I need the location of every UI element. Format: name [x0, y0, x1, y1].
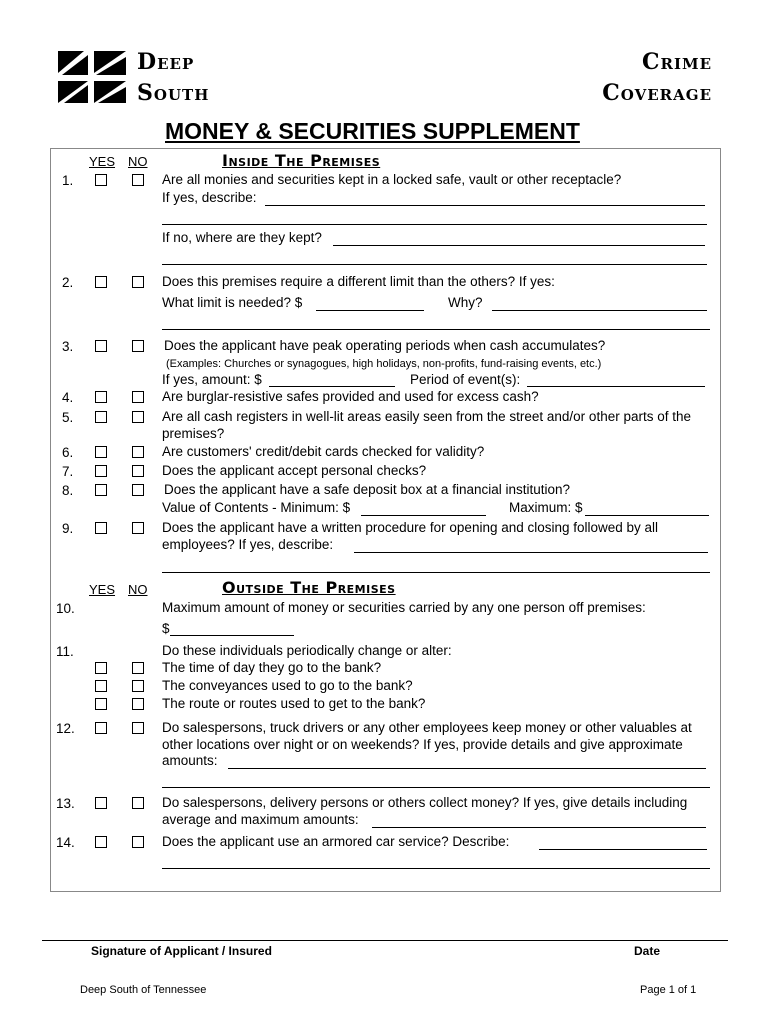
question-text: If yes, amount: $: [162, 372, 262, 387]
checkbox-no-q6[interactable]: [132, 446, 144, 458]
question-text: Do these individuals periodically change or alter:: [162, 643, 452, 658]
heading-coverage: Coverage: [602, 80, 712, 106]
question-text: The time of day they go to the bank?: [162, 660, 382, 675]
question-text: Does the applicant have a safe deposit box at a financial institution?: [164, 482, 571, 497]
checkbox-yes-q14[interactable]: [95, 836, 107, 848]
column-header-yes: YES: [89, 154, 116, 169]
question-text: Period of event(s):: [410, 372, 521, 387]
checkbox-yes-q8[interactable]: [95, 484, 107, 496]
question-text: The conveyances used to go to the bank?: [162, 678, 413, 693]
signature-label: Signature of Applicant / Insured: [91, 944, 272, 958]
answer-line[interactable]: [162, 328, 710, 330]
question-number: 10.: [56, 601, 75, 616]
question-text: What limit is needed? $: [162, 295, 303, 310]
question-text: Do salespersons, delivery persons or others collect money? If yes, give details including: [162, 795, 688, 810]
date-label: Date: [634, 944, 661, 958]
checkbox-yes-q6[interactable]: [95, 446, 107, 458]
answer-line[interactable]: [162, 571, 710, 573]
heading-crime: Crime: [641, 49, 712, 75]
checkbox-no-q4[interactable]: [132, 391, 144, 403]
question-text: Are burglar-resistive safes provided and used for excess cash?: [162, 389, 539, 404]
checkbox-yes-q12[interactable]: [95, 722, 107, 734]
checkbox-no-q12[interactable]: [132, 722, 144, 734]
question-text: Maximum amount of money or securities carried by any one person off premises:: [162, 600, 646, 615]
question-number: 6.: [62, 445, 74, 460]
question-number: 12.: [56, 721, 75, 736]
question-text: Are all monies and securities kept in a locked safe, vault or other receptacle?: [162, 172, 622, 187]
answer-line-q2-why[interactable]: [492, 309, 707, 311]
question-number: 4.: [62, 390, 74, 405]
checkbox-no-q13[interactable]: [132, 797, 144, 809]
checkbox-no-q9[interactable]: [132, 522, 144, 534]
checkbox-yes-q11b[interactable]: [95, 680, 107, 692]
column-header-yes: YES: [89, 582, 116, 597]
question-text: employees? If yes, describe:: [162, 537, 334, 552]
footer-page-number: Page 1 of 1: [640, 984, 697, 996]
answer-line-q12-amounts[interactable]: [228, 767, 706, 769]
checkbox-yes-q4[interactable]: [95, 391, 107, 403]
page-title: MONEY & SECURITIES SUPPLEMENT: [165, 118, 580, 144]
checkbox-no-q14[interactable]: [132, 836, 144, 848]
question-text: Are customers' credit/debit cards checked for validity?: [162, 444, 485, 459]
checkbox-no-q5[interactable]: [132, 411, 144, 423]
answer-line-q8-min[interactable]: [361, 514, 486, 516]
question-text: Do salespersons, truck drivers or any other employees keep money or other valuables at: [162, 720, 692, 735]
checkbox-yes-q11c[interactable]: [95, 698, 107, 710]
answer-line[interactable]: [162, 263, 707, 265]
question-number: 1.: [62, 173, 74, 188]
checkbox-no-q11c[interactable]: [132, 698, 144, 710]
answer-line-q14-describe[interactable]: [539, 848, 707, 850]
question-number: 3.: [62, 339, 74, 354]
question-text: If yes, describe:: [162, 190, 257, 205]
question-text: Does the applicant accept personal checks?: [162, 463, 427, 478]
checkbox-yes-q13[interactable]: [95, 797, 107, 809]
section-heading-outside: Outside The Premises: [222, 578, 396, 597]
checkbox-yes-q3[interactable]: [95, 340, 107, 352]
question-text: Does this premises require a different limit than the others? If yes:: [162, 274, 555, 289]
answer-line[interactable]: [162, 223, 707, 225]
checkbox-no-q8[interactable]: [132, 484, 144, 496]
question-number: 7.: [62, 464, 74, 479]
question-note: (Examples: Churches or synagogues, high holidays, non-profits, fund-raising events, etc.): [166, 358, 602, 370]
answer-line-q3-period[interactable]: [527, 385, 705, 387]
question-text: Does the applicant have peak operating periods when cash accumulates?: [164, 338, 606, 353]
checkbox-yes-q1[interactable]: [95, 174, 107, 186]
question-text: $: [162, 621, 170, 636]
question-text: other locations over night or on weekends? If yes, provide details and give approximate: [162, 737, 683, 752]
question-text: Does the applicant use an armored car service? Describe:: [162, 834, 510, 849]
deep-south-logo-icon: [54, 47, 130, 107]
question-text: premises?: [162, 426, 225, 441]
answer-line-q2-limit[interactable]: [316, 309, 424, 311]
checkbox-no-q2[interactable]: [132, 276, 144, 288]
question-text: Value of Contents - Minimum: $: [162, 500, 351, 515]
section-heading-inside: Inside The Premises: [222, 151, 381, 170]
question-text: amounts:: [162, 753, 218, 768]
answer-line[interactable]: [162, 867, 710, 869]
answer-line-q10-amount[interactable]: [170, 634, 294, 636]
question-text: Are all cash registers in well-lit areas easily seen from the street and/or other parts of the: [162, 409, 691, 424]
logo-text-south: South: [137, 80, 210, 106]
question-text: The route or routes used to get to the bank?: [162, 696, 426, 711]
question-text: average and maximum amounts:: [162, 812, 359, 827]
checkbox-no-q11a[interactable]: [132, 662, 144, 674]
question-text: Does the applicant have a written procedure for opening and closing followed by all: [162, 520, 659, 535]
checkbox-no-q7[interactable]: [132, 465, 144, 477]
checkbox-yes-q5[interactable]: [95, 411, 107, 423]
checkbox-yes-q7[interactable]: [95, 465, 107, 477]
question-number: 9.: [62, 521, 74, 536]
answer-line-q1-describe[interactable]: [265, 204, 705, 206]
question-text: If no, where are they kept?: [162, 230, 322, 245]
logo-text-deep: Deep: [137, 49, 195, 75]
checkbox-no-q11b[interactable]: [132, 680, 144, 692]
question-text: Maximum: $: [509, 500, 583, 515]
checkbox-no-q3[interactable]: [132, 340, 144, 352]
column-header-no: NO: [128, 582, 148, 597]
checkbox-yes-q11a[interactable]: [95, 662, 107, 674]
signature-line[interactable]: [42, 940, 728, 941]
question-number: 13.: [56, 796, 75, 811]
checkbox-yes-q2[interactable]: [95, 276, 107, 288]
answer-line-q3-amount[interactable]: [269, 385, 395, 387]
answer-line-q13-amounts[interactable]: [372, 826, 706, 828]
question-text: Why?: [448, 295, 483, 310]
question-number: 11.: [56, 644, 74, 659]
answer-line[interactable]: [162, 786, 710, 788]
question-number: 2.: [62, 275, 74, 290]
answer-line-q9-describe[interactable]: [354, 551, 708, 553]
answer-line-q8-max[interactable]: [585, 514, 709, 516]
question-number: 14.: [56, 835, 75, 850]
question-number: 5.: [62, 410, 74, 425]
answer-line-q1-where[interactable]: [333, 244, 705, 246]
checkbox-no-q1[interactable]: [132, 174, 144, 186]
question-number: 8.: [62, 483, 74, 498]
footer-company: Deep South of Tennessee: [80, 984, 207, 996]
column-header-no: NO: [128, 154, 148, 169]
checkbox-yes-q9[interactable]: [95, 522, 107, 534]
